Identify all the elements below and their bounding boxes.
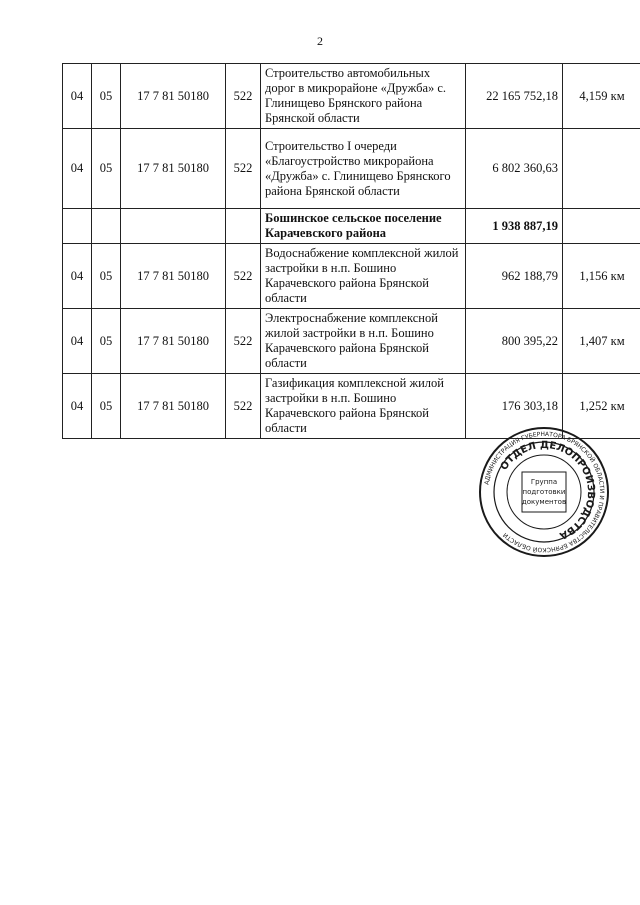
- object-name: Строительство автомобильных дорог в микрорайоне «Дружба» с. Глинищево Брянского района Брянской области: [261, 64, 466, 129]
- table-row-subtotal: [63, 209, 640, 244]
- object-name: Водоснабжение комплексной жилой застройки в н.п. Бошино Карачевского района Брянской области: [261, 244, 466, 309]
- subsection-code: 05: [92, 64, 121, 129]
- stamp-center-line2: подготовки: [522, 488, 566, 496]
- section-code: 04: [63, 244, 92, 309]
- target-article-code: [121, 209, 226, 244]
- stamp-center-line3: документов: [521, 498, 567, 506]
- subsection-code: 05: [92, 374, 121, 439]
- page-number: 2: [317, 34, 323, 48]
- table-row: [63, 309, 640, 374]
- length: 1,252 км: [563, 374, 640, 439]
- budget-table: [62, 63, 640, 439]
- section-code: 04: [63, 374, 92, 439]
- stamp-center-line1: Группа: [530, 478, 558, 486]
- amount: 176 303,18: [466, 374, 563, 439]
- amount: 6 802 360,63: [466, 129, 563, 209]
- target-article-code: 17 7 81 50180: [121, 244, 226, 309]
- expense-type-code: 522: [226, 309, 261, 374]
- section-code: 04: [63, 129, 92, 209]
- stamp-middle-text: ОТДЕЛ ДЕЛОПРОИЗВОДСТВА: [498, 439, 597, 541]
- office-stamp: [478, 426, 610, 558]
- length: [563, 209, 640, 244]
- subsection-code: 05: [92, 129, 121, 209]
- settlement-total: 1 938 887,19: [466, 209, 563, 244]
- object-name: Электроснабжение комплексной жилой застройки в н.п. Бошино Карачевского района Брянской области: [261, 309, 466, 374]
- amount: 800 395,22: [466, 309, 563, 374]
- target-article-code: 17 7 81 50180: [121, 64, 226, 129]
- expense-type-code: [226, 209, 261, 244]
- table-row: [63, 244, 640, 309]
- amount: 962 188,79: [466, 244, 563, 309]
- section-code: 04: [63, 309, 92, 374]
- stamp-outer-text: АДМИНИСТРАЦИЯ ГУБЕРНАТОРА БРЯНСКОЙ ОБЛАСТИ И ПРАВИТЕЛЬСТВА БРЯНСКОЙ ОБЛАСТИ: [483, 430, 606, 554]
- expense-type-code: 522: [226, 374, 261, 439]
- section-code: [63, 209, 92, 244]
- target-article-code: 17 7 81 50180: [121, 374, 226, 439]
- table-row: [63, 129, 640, 209]
- amount: 22 165 752,18: [466, 64, 563, 129]
- subsection-code: [92, 209, 121, 244]
- section-code: 04: [63, 64, 92, 129]
- length: 4,159 км: [563, 64, 640, 129]
- expense-type-code: 522: [226, 244, 261, 309]
- subsection-code: 05: [92, 244, 121, 309]
- length: 1,156 км: [563, 244, 640, 309]
- target-article-code: 17 7 81 50180: [121, 129, 226, 209]
- object-name: Строительство I очереди «Благоустройство микрорайона «Дружба» с. Глинищево Брянского района Брянской области: [261, 129, 466, 209]
- table-row: [63, 64, 640, 129]
- subsection-code: 05: [92, 309, 121, 374]
- length: 1,407 км: [563, 309, 640, 374]
- settlement-name: Бошинское сельское поселение Карачевского района: [261, 209, 466, 244]
- object-name: Газификация комплексной жилой застройки в н.п. Бошино Карачевского района Брянской области: [261, 374, 466, 439]
- target-article-code: 17 7 81 50180: [121, 309, 226, 374]
- expense-type-code: 522: [226, 64, 261, 129]
- expense-type-code: 522: [226, 129, 261, 209]
- length: [563, 129, 640, 209]
